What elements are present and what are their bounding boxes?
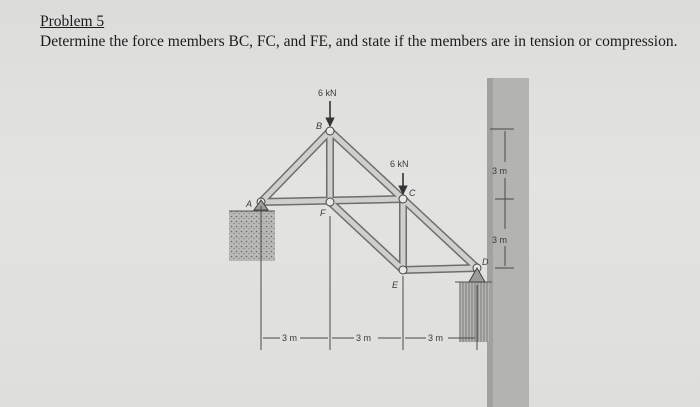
dim-vertical-lower: 3 m: [492, 235, 508, 245]
right-pin-support: [459, 282, 489, 342]
joint-label-b: B: [316, 121, 323, 131]
dim-horizontal-2: 3 m: [356, 333, 372, 343]
dim-vertical-upper: 3 m: [492, 166, 508, 176]
joint-label-c: C: [409, 188, 416, 198]
joint-label-a: A: [246, 199, 253, 209]
joint-label-d: D: [482, 257, 489, 267]
joint-label-e: E: [392, 280, 399, 290]
horizontal-dimensions: [261, 206, 477, 350]
load-label-b: 6 kN: [318, 88, 337, 98]
dim-horizontal-1: 3 m: [282, 333, 298, 343]
dim-horizontal-3: 3 m: [428, 333, 444, 343]
load-label-c: 6 kN: [390, 159, 409, 169]
problem-title: Problem 5: [40, 13, 105, 30]
joint-label-f: F: [320, 208, 326, 218]
left-ground-support: [229, 211, 275, 261]
problem-statement: Determine the force members BC, FC, and FE, and state if the members are in tension or compression.: [40, 33, 678, 50]
